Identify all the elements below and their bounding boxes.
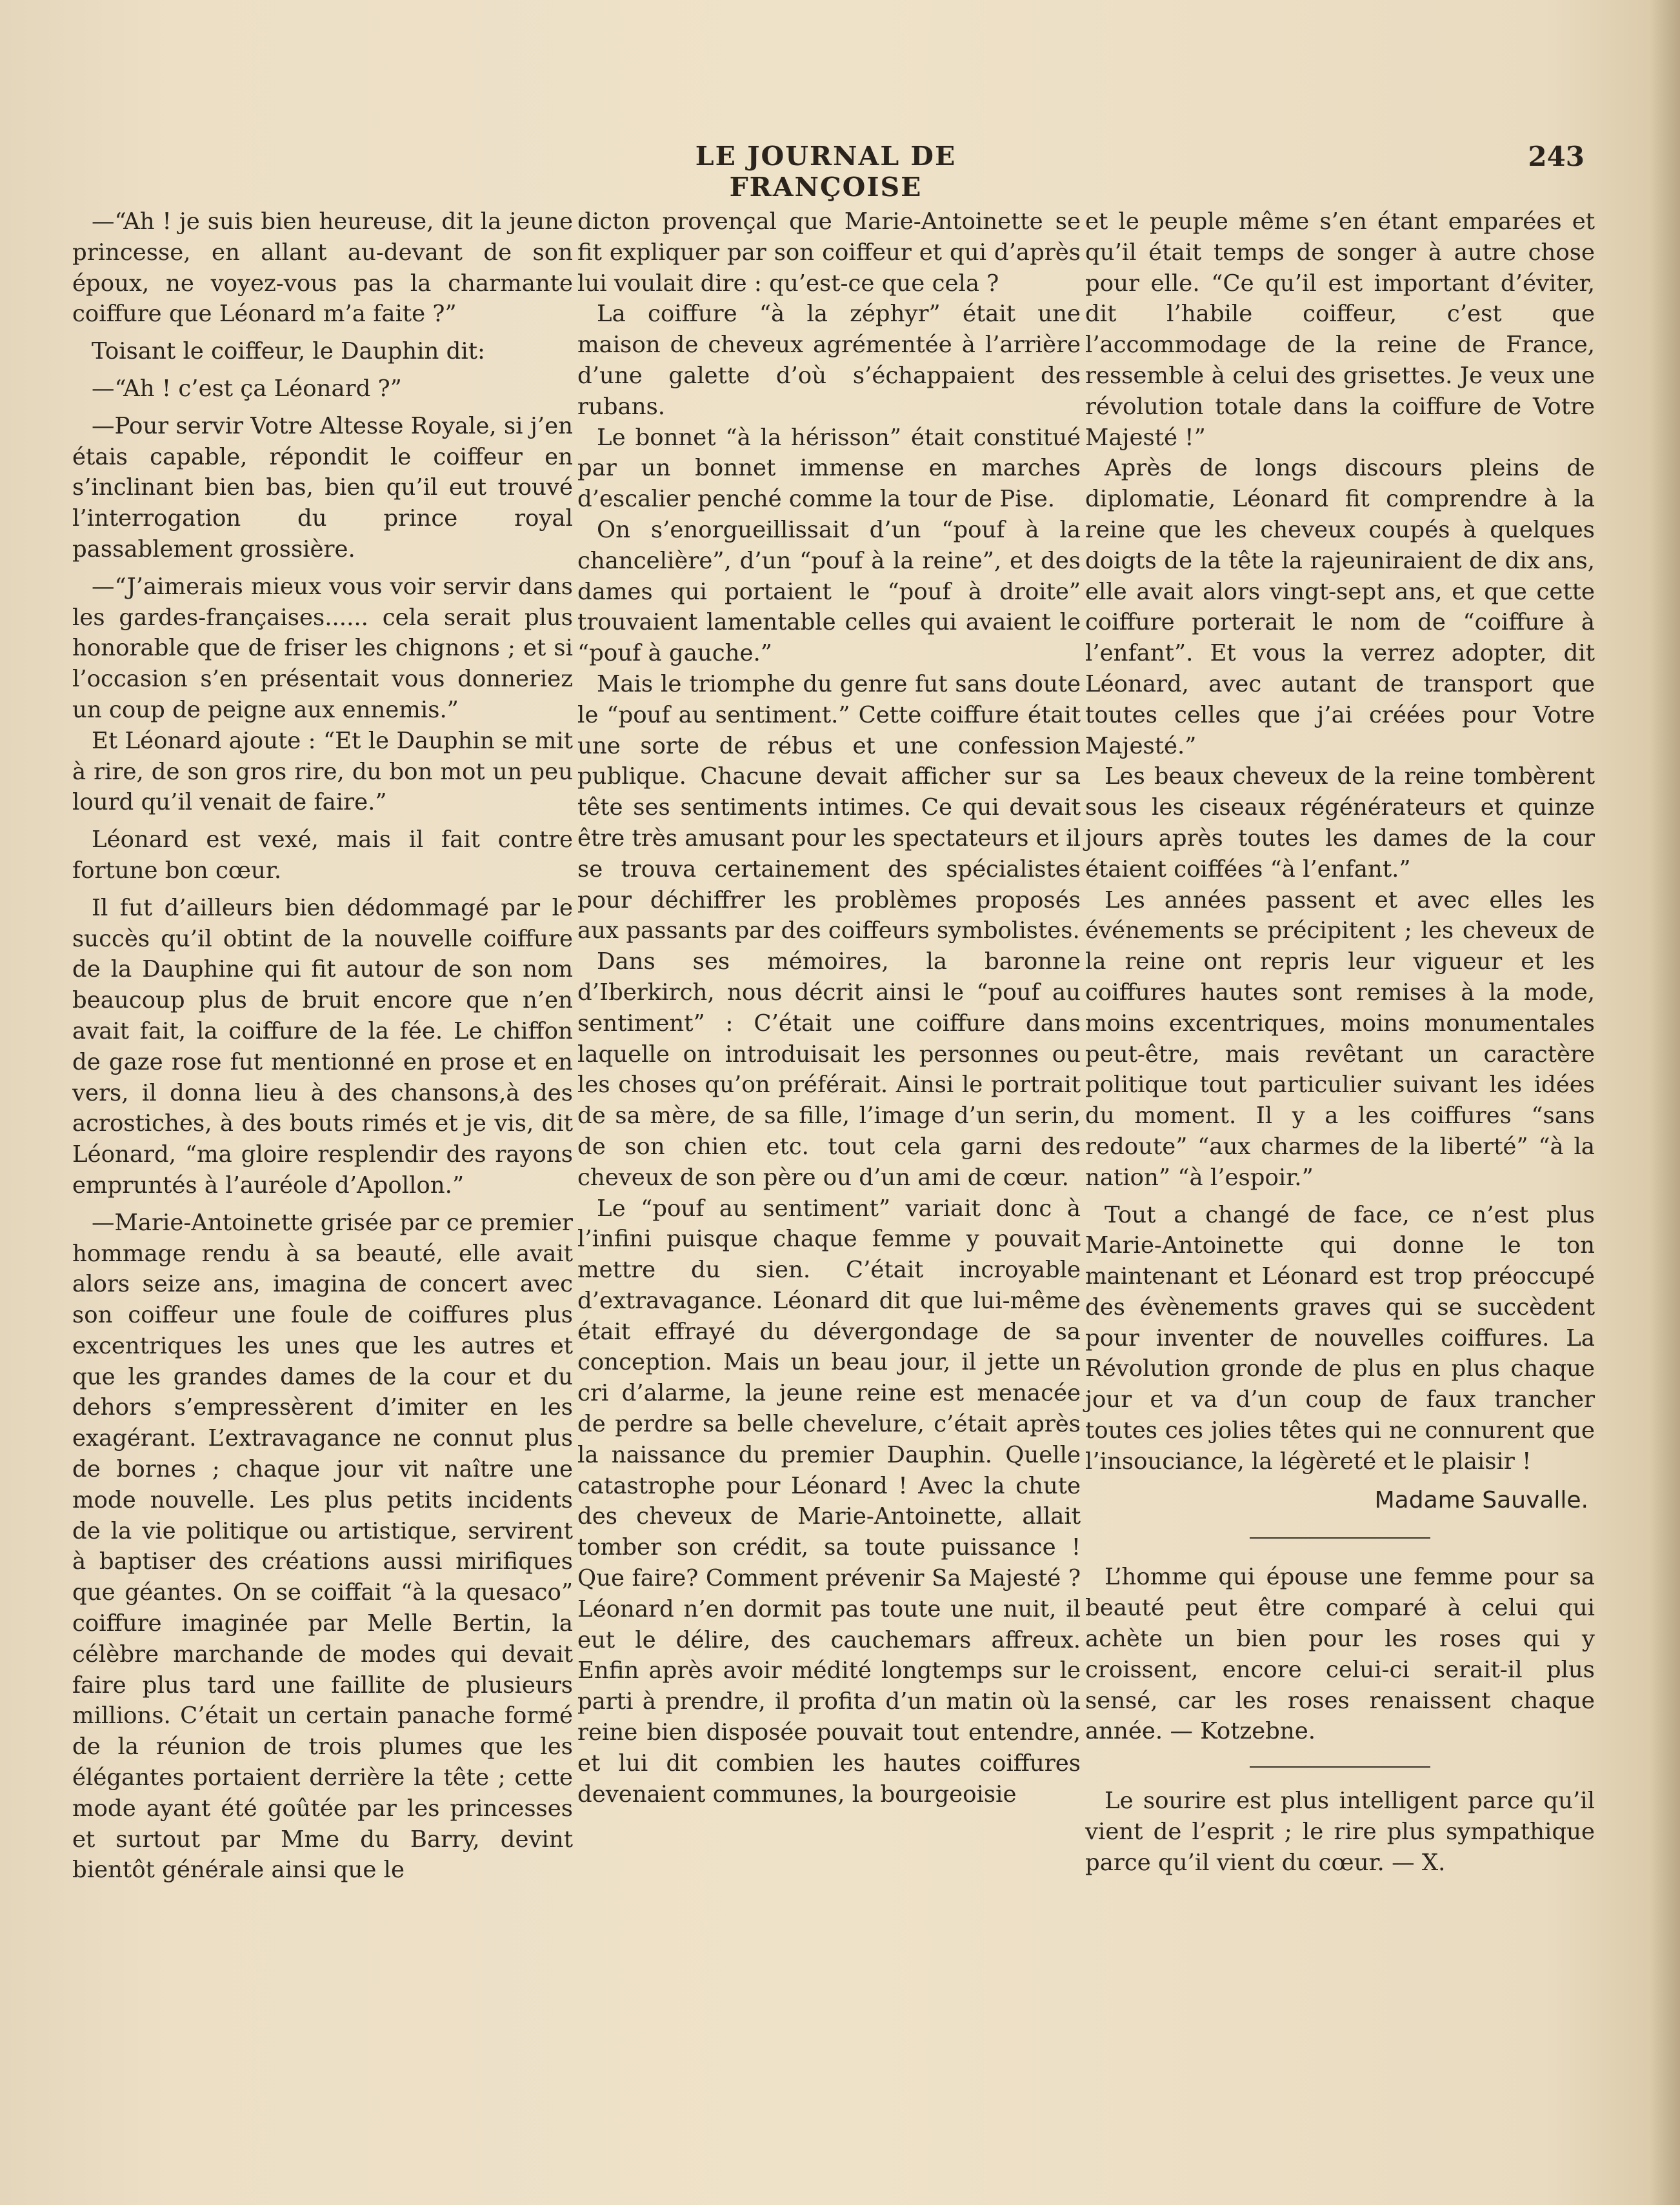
paragraph: dicton provençal que Marie-Antoinette se fit expliquer par son coiffeur et qui d’après lui voulait dire : qu’est-ce que cela ? (577, 208, 1081, 297)
paragraph: Léonard est vexé, mais il fait contre fortune bon cœur. (72, 826, 573, 884)
running-head: LE JOURNAL DE FRANÇOISE (695, 141, 957, 203)
paragraph: Le bonnet “à la hérisson” était constitué par un bonnet immense en marches d’escalier penché comme la tour de Pise. (577, 424, 1081, 513)
paragraph: La coiffure “à la zéphyr” était une maison de cheveux agrémentée à l’arrière d’une galette d’où s’échappaient des rubans. (577, 301, 1081, 420)
paragraph: Les années passent et avec elles les événements se précipitent ; les cheveux de la reine ont repris leur vigueur et les coiffures hautes sont remises à la mode, moins excentriques, moins monumentales peut-être, mais revêtant un caractère politique tout particulier suivant les idées du moment. Il y a les coiffures “sans redoute” “aux charmes de la liberté” “à la nation” “à l’espoir.” (1085, 886, 1595, 1191)
quote-kotzebue: L’homme qui épouse une femme pour sa beauté peut être comparé à celui qui achète un bien pour les roses qui y croissent, encore celui-ci serait-il plus sensé, car les roses renaissent chaque année. — Kotzebne. (1085, 1564, 1595, 1745)
paragraph: Dans ses mémoires, la baronne d’Iberkirch, nous décrit ainsi le “pouf au sentiment” : C’était une coiffure dans laquelle on introduisait les personnes ou les choses qu’on préférait. Ainsi le portrait de sa mère, de sa fille, l’image d’un serin, de son chien etc. tout cela garni des cheveux de son père ou d’un ami de cœur. (577, 948, 1081, 1191)
text-column-2 (577, 206, 1081, 1810)
text-column-3 (1085, 206, 1595, 1879)
paragraph: Toisant le coiffeur, le Dauphin dit: (92, 338, 485, 365)
paragraph: —Pour servir Votre Altesse Royale, si j’en étais capable, répondit le coiffeur en s’inclinant bien bas, bien qu’il eut trouvé l’interrogation du prince royal passablement grossière. (72, 412, 573, 563)
paragraph: On s’enorgueillissait d’un “pouf à la chancelière”, d’un “pouf à la reine”, et des dames qui portaient le “pouf à droite” trouvaient lamentable celles qui avaient le “pouf à gauche.” (577, 516, 1081, 667)
paragraph: et le peuple même s’en étant emparées et qu’il était temps de songer à autre chose pour elle. “Ce qu’il est important d’éviter, dit l’habile coiffeur, c’est que l’accommodage de la reine de France, ressemble à celui des grisettes. Je veux une révolution totale dans la coiffure de Votre Majesté !” (1085, 208, 1595, 451)
paragraph: —“Ah ! c’est ça Léonard ?” (92, 375, 402, 402)
paragraph: Après de longs discours pleins de diplomatie, Léonard fit comprendre à la reine que les cheveux coupés à quelques doigts de la tête la rajeuniraient de dix ans, elle avait alors vingt-sept ans, et que cette coiffure porterait le nom de “coiffure à l’enfant”. Et vous la verrez adopter, dit Léonard, avec autant de transport que toutes celles que j’ai créées pour Votre Majesté.” (1085, 455, 1595, 759)
separator-rule (1250, 1766, 1430, 1768)
paragraph: Il fut d’ailleurs bien dédommagé par le succès qu’il obtint de la nouvelle coiffure de la Dauphine qui fit autour de son nom beaucoup plus de bruit encore que n’en avait fait, la coiffure de la fée. Le chiffon de gaze rose fut mentionné en prose et en vers, il donna lieu à des chansons,à des acrostiches, à des bouts rimés et je vis, dit Léonard, “ma gloire resplendir des rayons empruntés à l’auréole d’Apollon.” (72, 894, 573, 1199)
paragraph: Mais le triomphe du genre fut sans doute le “pouf au sentiment.” Cette coiffure était une sorte de rébus et une confession publique. Chacune devait afficher sur sa tête ses sentiments intimes. Ce qui devait être très amusant pour les spectateurs et il se trouva certainement des spécialistes pour déchiffrer les problèmes proposés aux passants par des coiffeurs symbolistes. (577, 670, 1081, 944)
author-signature: Madame Sauvalle. (1374, 1486, 1588, 1513)
paragraph: Les beaux cheveux de la reine tombèrent sous les ciseaux régénérateurs et quinze jours après toutes les dames de la cour étaient coiffées “à l’enfant.” (1085, 763, 1595, 883)
paragraph: —“J’aimerais mieux vous voir servir dans les gardes-françaises...... cela serait plus honorable que de friser les chignons ; et si l’occasion s’en présentait vous donneriez un coup de peigne aux ennemis.” (72, 573, 573, 723)
page-edge-shadow (1649, 0, 1680, 2205)
paragraph: Le “pouf au sentiment” variait donc à l’infini puisque chaque femme y pouvait mettre du sien. C’était incroyable d’extravagance. Léonard dit que lui-même était effrayé du dévergondage de sa conception. Mais un beau jour, il jette un cri d’alarme, la jeune reine est menacée de perdre sa belle chevelure, c’était après la naissance du premier Dauphin. Quelle catastrophe pour Léonard ! Avec la chute des cheveux de Marie-Antoinette, allait tomber son crédit, sa toute puissance ! Que faire? Comment prévenir Sa Majesté ? Léonard n’en dormit pas toute une nuit, il eut le délire, des cauchemars affreux. Enfin après avoir médité longtemps sur le parti à prendre, il profita d’un matin où la reine bien disposée pouvait tout entendre, et lui dit combien les hautes coiffures devenaient communes, la bourgeoisie (577, 1195, 1081, 1808)
quote-x: Le sourire est plus intelligent parce qu’il vient de l’esprit ; le rire plus sympathique parce qu’il vient du cœur. — X. (1085, 1788, 1595, 1876)
text-column-1 (72, 206, 573, 1886)
separator-rule (1250, 1537, 1430, 1539)
paragraph: Tout a changé de face, ce n’est plus Marie-Antoinette qui donne le ton maintenant et Léonard est trop préoccupé des évènements graves qui se succèdent pour inventer de nouvelles coiffures. La Révolution gronde de plus en plus chaque jour et va d’un coup de faux trancher toutes ces jolies têtes qui ne connurent que l’insouciance, la légèreté et le plaisir ! (1085, 1201, 1595, 1475)
paragraph: —“Ah ! je suis bien heureuse, dit la jeune princesse, en allant au-devant de son époux, ne voyez-vous pas la charmante coiffure que Léonard m’a faite ?” (72, 208, 573, 328)
page-number: 243 (1528, 141, 1585, 172)
paragraph: Et Léonard ajoute : “Et le Dauphin se mit à rire, de son gros rire, du bon mot un peu lourd qu’il venait de faire.” (72, 727, 573, 816)
paragraph: —Marie-Antoinette grisée par ce premier hommage rendu à sa beauté, elle avait alors seize ans, imagina de concert avec son coiffeur une foule de coiffures plus excentriques les unes que les autres et que les grandes dames de la cour et du dehors s’empressèrent d’imiter en les exagérant. L’extravagance ne connut plus de bornes ; chaque jour vit naître une mode nouvelle. Les plus petits incidents de la vie politique ou artistique, servirent à baptiser des créations aussi mirifiques que géantes. On se coiffait “à la quesaco” coiffure imaginée par Melle Bertin, la célèbre marchande de modes qui devait faire plus tard une faillite de plusieurs millions. C’était un certain panache formé de la réunion de trois plumes que les élégantes portaient derrière la tête ; cette mode ayant été goûtée par les princesses et surtout par Mme du Barry, devint bientôt générale ainsi que le (72, 1209, 573, 1884)
